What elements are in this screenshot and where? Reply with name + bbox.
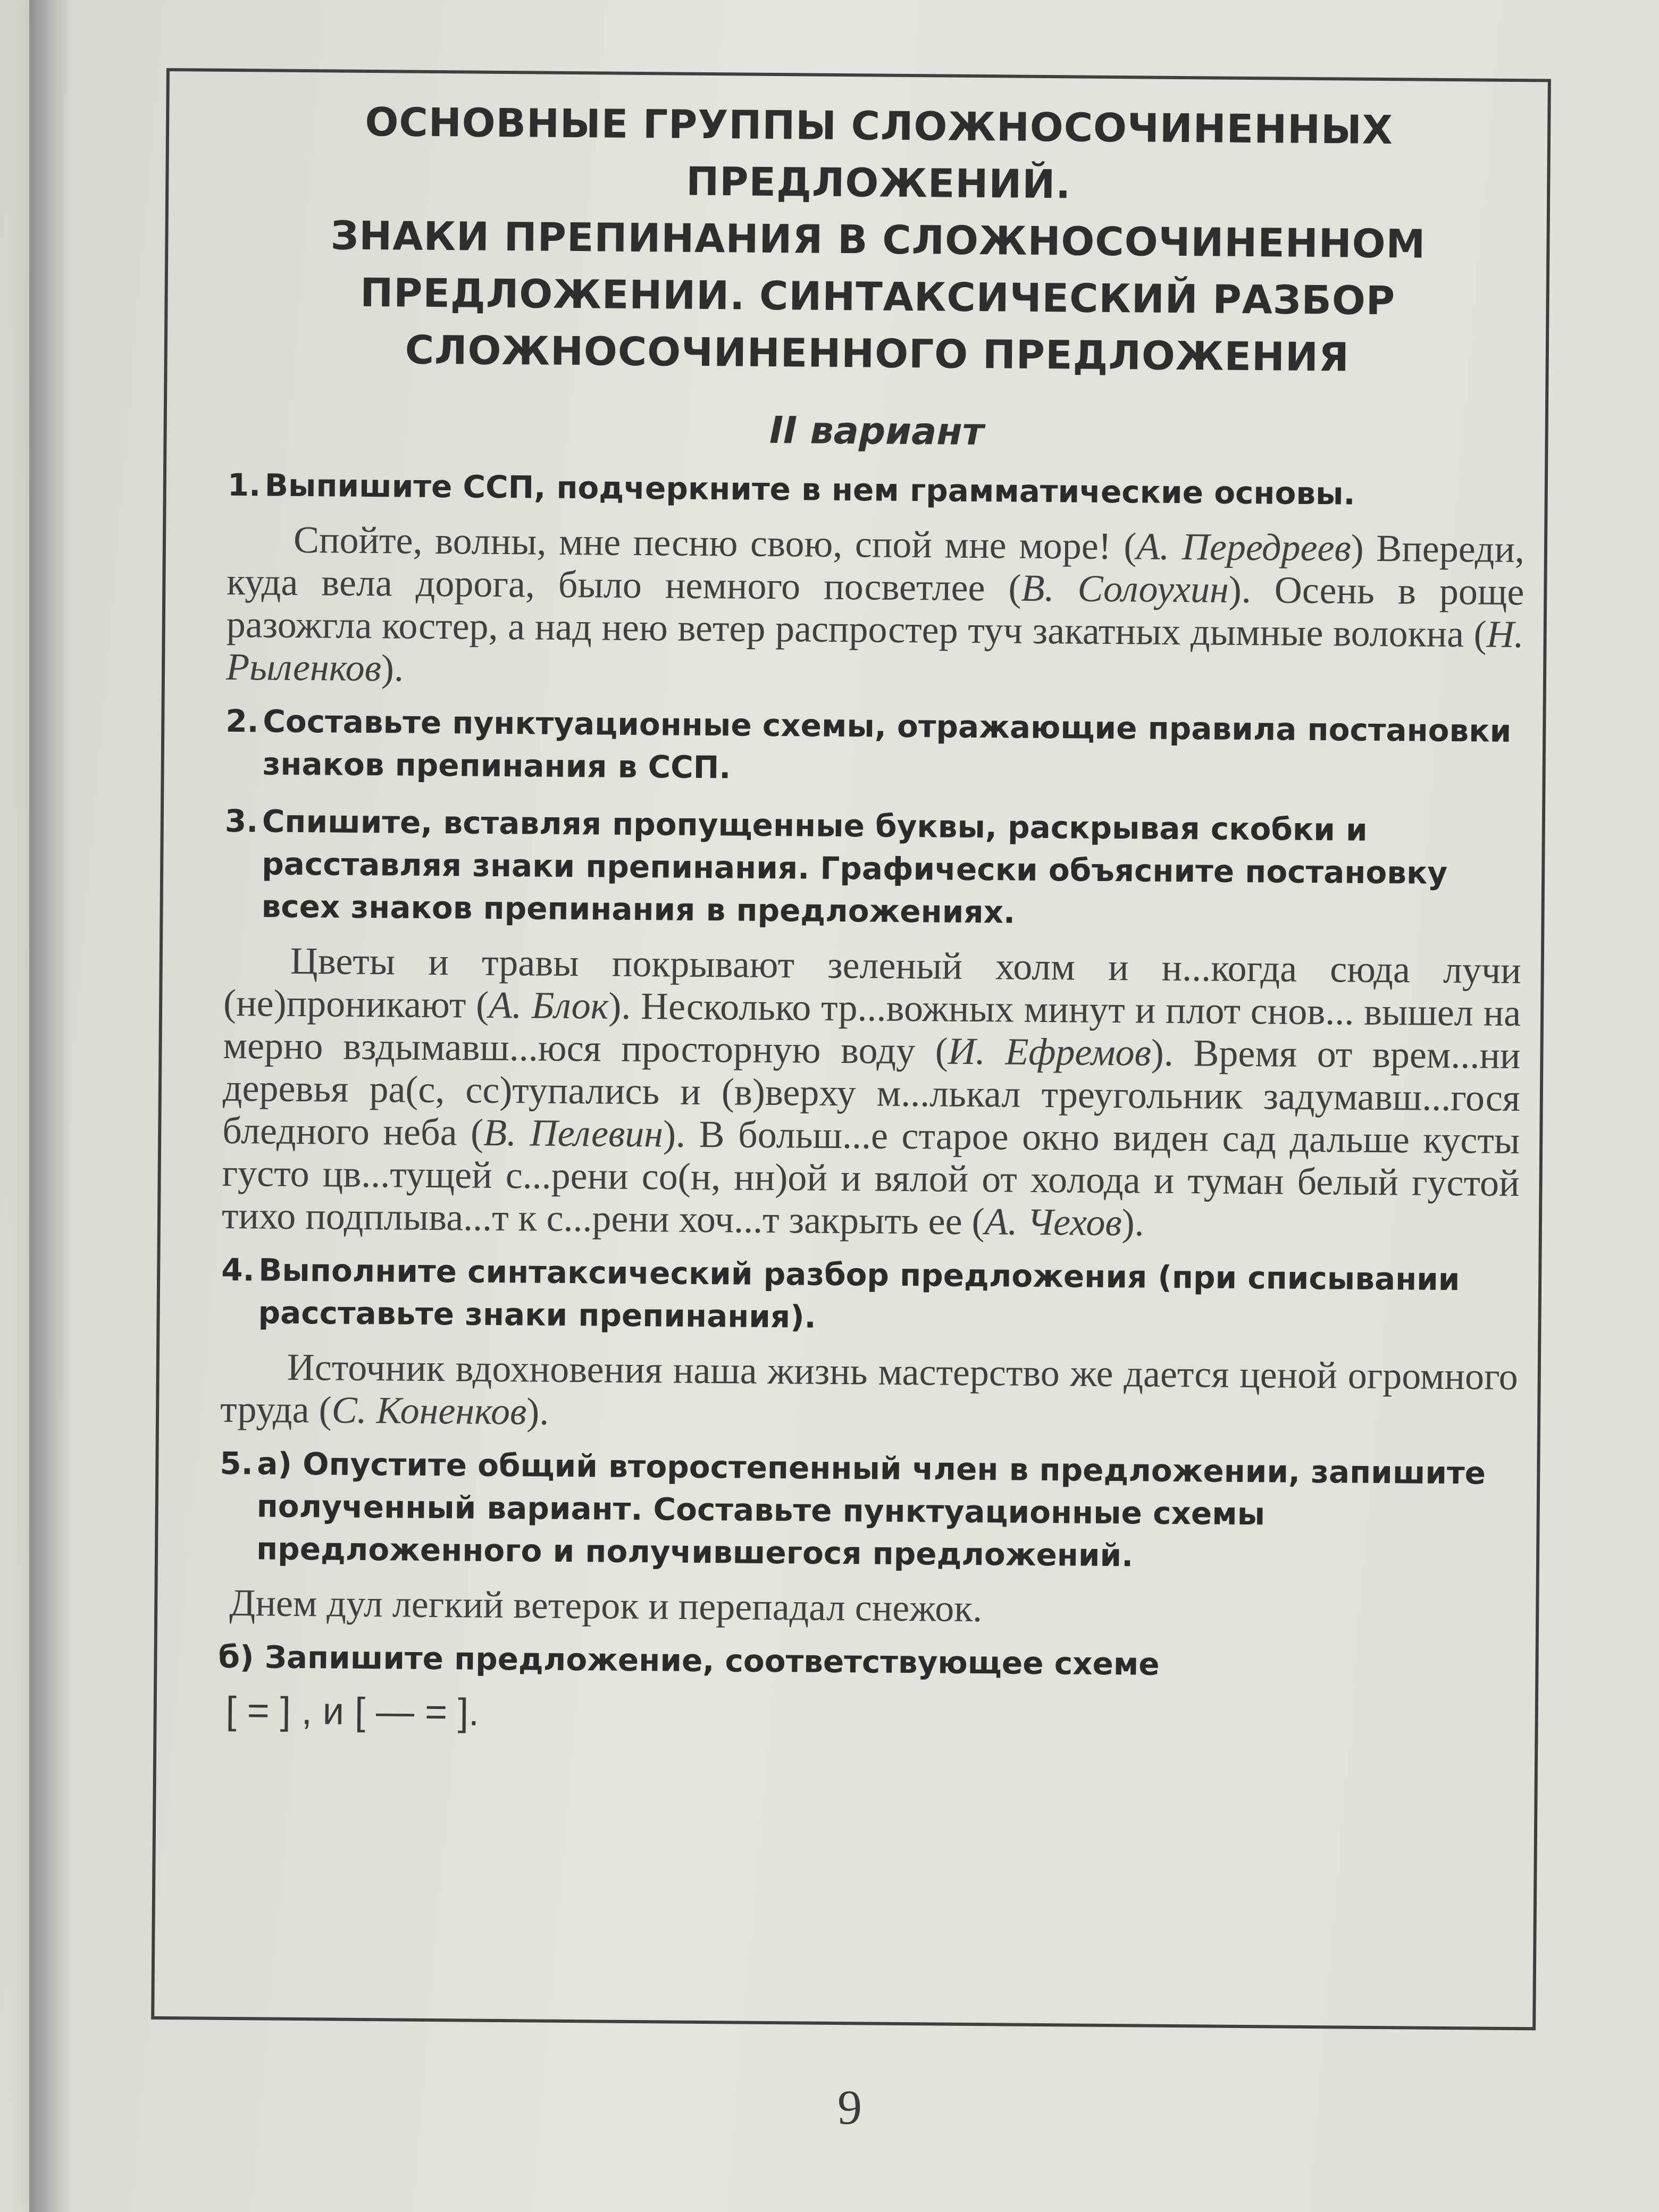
- task-5b-instruction: [218, 1636, 1516, 1688]
- task-text: б) Запишите предложение, соответствующее схеме: [218, 1638, 1160, 1682]
- author: В. Солоухин: [1021, 566, 1229, 611]
- author: А. Чехов: [984, 1200, 1122, 1244]
- task-text: а) Опустите общий второстепенный член в предложении, запишите полученный вариант. Составьте пунктуационные схемы предложенного и получившегося предложений.: [256, 1445, 1486, 1574]
- task-3-instruction: [224, 800, 1522, 937]
- task-number: 3.: [224, 802, 258, 840]
- title-line: ПРЕДЛОЖЕНИИ. СИНТАКСИЧЕСКИЙ РАЗБОР: [359, 270, 1396, 324]
- exercise-text: ).: [526, 1390, 549, 1433]
- title-line: СЛОЖНОСОЧИНЕННОГО ПРЕДЛОЖЕНИЯ: [405, 327, 1350, 381]
- frame-content: [217, 93, 1528, 1742]
- task-text: Выпишите ССП, подчеркните в нем грамматические основы.: [264, 467, 1355, 512]
- task-4-exercise: [220, 1345, 1518, 1440]
- exercise-text: Цветы и травы покрывают зеленый холм и н...когда сюда лучи (не)проникают (: [223, 939, 1522, 1026]
- author: А. Блок: [488, 983, 609, 1027]
- author: А. Передреев: [1136, 525, 1351, 569]
- task-1-exercise: [226, 518, 1524, 698]
- exercise-text: Источник вдохновения наша жизнь мастерство же дается ценой огромного труда (: [220, 1345, 1519, 1431]
- punctuation-scheme: [ = ] , и [ — = ].: [225, 1689, 480, 1734]
- task-5a-instruction: [219, 1442, 1518, 1580]
- author: С. Коненков: [331, 1388, 527, 1433]
- title-line: ОСНОВНЫЕ ГРУППЫ СЛОЖНОСОЧИНЕННЫХ ПРЕДЛОЖЕНИЙ.: [365, 99, 1394, 208]
- exercise-text: ). Несколько тр...вожных минут и плот снов... вышел на мерно вздымавш...юся просторную воду (: [223, 984, 1521, 1073]
- exercise-text: ) Впереди, куда вела дорога, было немного посветлее (: [227, 526, 1525, 609]
- exercise-text: ). Осень в роще разожгла костер, а над нею ветер распростер туч закатных дымные волокна (: [226, 568, 1524, 656]
- title-line: ЗНАКИ ПРЕПИНАНИЯ В СЛОЖНОСОЧИНЕННОМ: [330, 213, 1426, 267]
- author: Н. Рыленков: [225, 613, 1524, 690]
- author: И. Ефремов: [948, 1029, 1152, 1074]
- task-number: 5.: [220, 1445, 254, 1482]
- page-fold-shadow: [29, 0, 72, 2212]
- task-text: Составьте пунктуационные схемы, отражающие правила постановки знаков препинания в ССП.: [262, 703, 1512, 786]
- author: В. Пелевин: [483, 1111, 664, 1155]
- variant-heading: II вариант: [769, 408, 984, 454]
- task-1-instruction: [228, 464, 1526, 516]
- task-text: Спишите, вставляя пропущенные буквы, раскрывая скобки и расставляя знаки препинания. Графически объясните постановку всех знаков препинания в предложениях.: [261, 803, 1448, 931]
- exercise-text: ). Время от врем...ни деревья ра(с, сс)тупались и (в)верху м...лькал треугольник задумавш...гося бледного неба (: [222, 1031, 1521, 1154]
- content-frame: [151, 68, 1551, 2030]
- exercise-text: ). В больш...е старое окно виден сад дальше кусты густо цв...тущей с...рени со(н, нн)ой и вялой от холода и туман белый густой тихо подплыва...т к с...рени хоч...т закрыть ее (: [221, 1112, 1520, 1243]
- page-number: 9: [837, 2080, 862, 2134]
- page-title: [228, 93, 1528, 388]
- exercise-text: ).: [1121, 1201, 1144, 1244]
- exercise-text: Спойте, волны, мне песню свою, спой мне море! (: [293, 518, 1137, 568]
- book-page: [29, 0, 1659, 2212]
- task-text: Выполните синтаксический разбор предложения (при списывании расставьте знаки препинания).: [258, 1252, 1460, 1335]
- task-3-exercise: [222, 939, 1521, 1247]
- task-number: 4.: [221, 1251, 255, 1288]
- task-2-instruction: [225, 700, 1523, 795]
- task-5a-exercise: Днем дул легкий ветерок и перепадал снежок.: [229, 1581, 983, 1630]
- task-number: 2.: [225, 702, 259, 740]
- exercise-text: ).: [381, 647, 404, 690]
- task-number: 1.: [227, 466, 261, 504]
- task-4-instruction: [221, 1249, 1519, 1344]
